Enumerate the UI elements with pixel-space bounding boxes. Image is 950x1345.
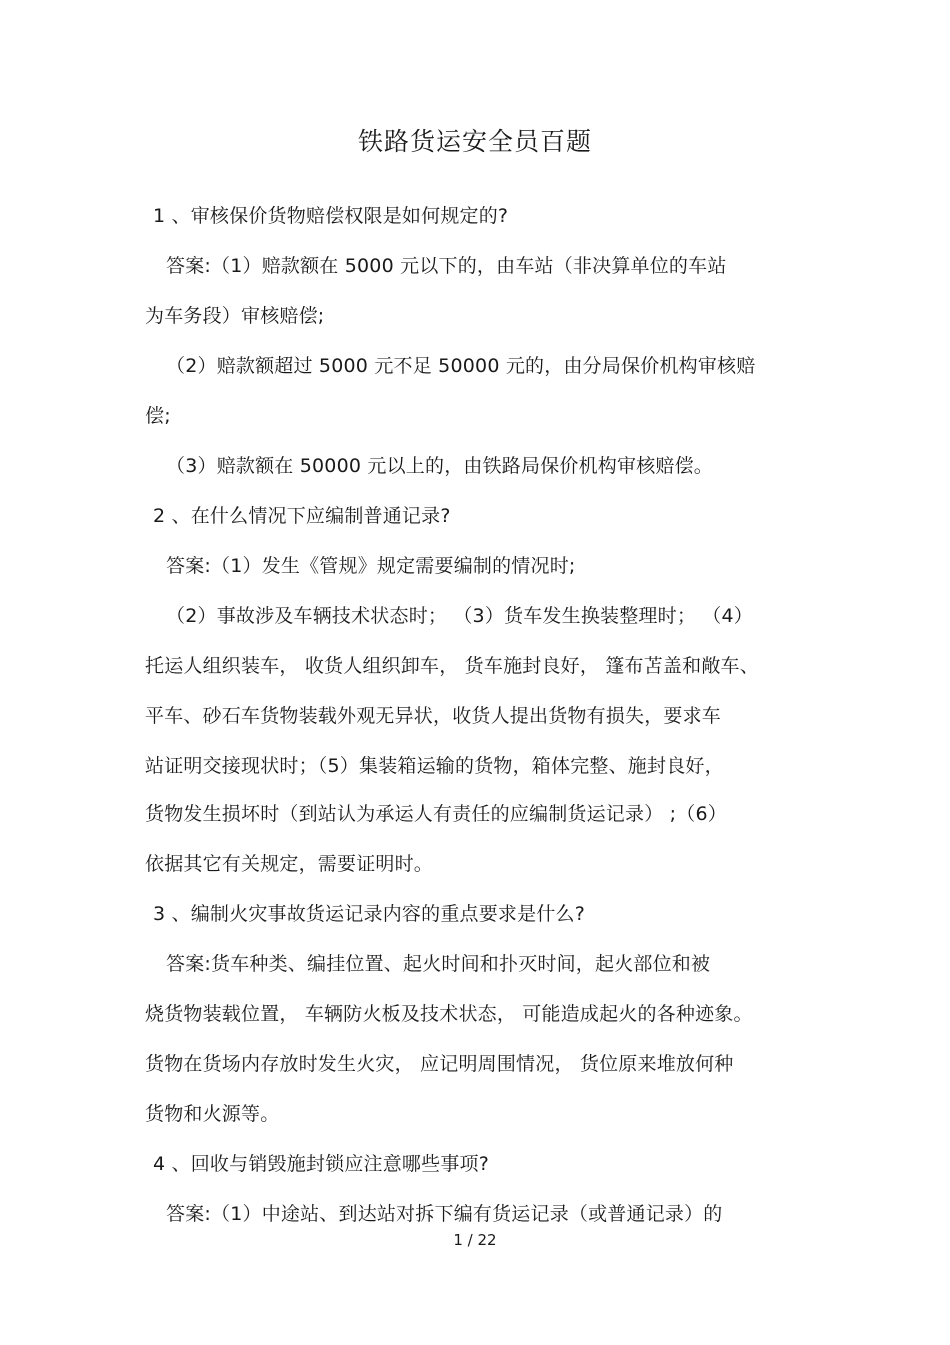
answer-3-line-4: 货物和火源等。 — [145, 1103, 280, 1125]
answer-2-line-4: 平车、砂石车货物装载外观无异状，收货人提出货物有损失，要求车 — [145, 705, 722, 727]
answer-2-line-1: 答案:（1）发生《管规》规定需要编制的情况时; — [166, 555, 576, 577]
page-title: 铁路货运安全员百题 — [357, 127, 592, 156]
answer-2-line-5: 站证明交接现状时；（5）集装箱运输的货物，箱体完整、施封良好， — [145, 755, 724, 777]
answer-2-line-3: 托运人组织装车， 收货人组织卸车， 货车施封良好， 篷布苫盖和敞车、 — [145, 655, 759, 677]
answer-1-line-1: 答案:（1）赔款额在 5000 元以下的，由车站（非决算单位的车站 — [166, 255, 727, 277]
answer-4-line-1: 答案:（1）中途站、到达站对拆下编有货运记录（或普通记录）的 — [166, 1203, 723, 1225]
question-3: 3 、编制火灾事故货运记录内容的重点要求是什么? — [153, 903, 586, 925]
question-1: 1 、审核保价货物赔偿权限是如何规定的? — [153, 205, 509, 227]
answer-1-line-4: 偿; — [145, 405, 171, 427]
answer-1-line-2: 为车务段）审核赔偿; — [145, 305, 325, 327]
question-2: 2 、在什么情况下应编制普通记录? — [153, 505, 451, 527]
answer-2-line-2: （2）事故涉及车辆技术状态时； （3）货车发生换装整理时； （4） — [166, 605, 753, 627]
answer-3-line-2: 烧货物装载位置， 车辆防火板及技术状态， 可能造成起火的各种迹象。 — [145, 1003, 753, 1025]
answer-1-line-3: （2）赔款额超过 5000 元不足 50000 元的，由分局保价机构审核赔 — [166, 355, 756, 377]
answer-1-line-5: （3）赔款额在 50000 元以上的，由铁路局保价机构审核赔偿。 — [166, 455, 714, 477]
question-4: 4 、回收与销毁施封锁应注意哪些事项? — [153, 1153, 490, 1175]
answer-3-line-1: 答案:货车种类、编挂位置、起火时间和扑灭时间，起火部位和被 — [166, 953, 711, 975]
answer-2-line-6: 货物发生损坏时（到站认为承运人有责任的应编制货运记录） ;（6） — [145, 803, 727, 825]
page-number: 1 / 22 — [453, 1231, 497, 1249]
answer-3-line-3: 货物在货场内存放时发生火灾， 应记明周围情况， 货位原来堆放何种 — [145, 1053, 734, 1075]
answer-2-line-7: 依据其它有关规定，需要证明时。 — [145, 853, 434, 875]
